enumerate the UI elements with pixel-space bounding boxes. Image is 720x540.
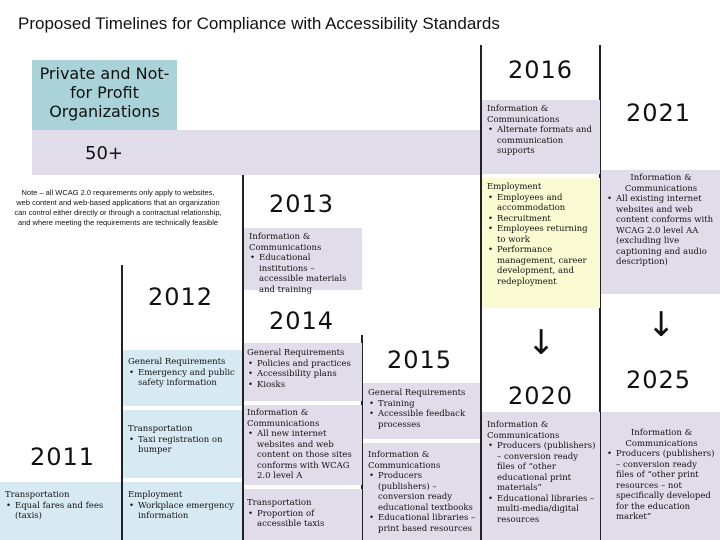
- box-2014-info: [244, 405, 362, 485]
- box-2015-info: [363, 443, 480, 540]
- organization-type-label: Private and Not-for Profit Organizations: [39, 64, 170, 121]
- box-2021-info: [601, 170, 720, 294]
- list-item: • Producers (publishers) – conversion ready files of “other print resources – not specifically developed for the education market”: [616, 449, 717, 523]
- box-heading: Information & Communications: [624, 173, 698, 194]
- organization-size-label: 50+: [85, 143, 123, 164]
- year-2013: 2013: [269, 190, 335, 218]
- box-2014-general: [244, 343, 362, 401]
- box-2016-info: [482, 100, 600, 174]
- year-2011: 2011: [30, 443, 96, 471]
- box-2012-transportation: [123, 410, 242, 478]
- list-item: • Equal fares and fees (taxis): [15, 501, 117, 522]
- list-item: • Educational libraries – print based resources: [378, 513, 476, 534]
- box-heading: Employment: [487, 182, 542, 192]
- organization-type-box: [32, 60, 177, 130]
- year-2012: 2012: [148, 283, 214, 311]
- box-heading: Information & Communications: [368, 450, 441, 471]
- list-item: • Alternate formats and communication supports: [497, 125, 596, 157]
- box-2025-info: [601, 412, 720, 540]
- year-2020: 2020: [508, 382, 574, 410]
- list-item: • Proportion of accessible taxis: [257, 509, 358, 530]
- list-item: • Employees returning to work: [497, 224, 596, 245]
- box-2020-info: [482, 412, 600, 540]
- box-heading: Transportation: [247, 498, 312, 508]
- list-item: • All new internet websites and web content on those sites conforms with WCAG 2.0 level A: [257, 429, 358, 482]
- box-heading: General Requirements: [128, 357, 226, 367]
- box-heading: Information & Communications: [625, 428, 698, 449]
- arrow-down-icon: ↓: [647, 305, 676, 345]
- year-2016: 2016: [508, 56, 574, 84]
- box-heading: Information & Communications: [247, 408, 320, 429]
- list-item: • Performance management, career development, and redeployment: [497, 245, 596, 287]
- box-heading: General Requirements: [247, 348, 345, 358]
- list-item: • Accessible feedback processes: [378, 409, 476, 430]
- list-item: • Training: [378, 399, 476, 410]
- list-item: • Producers (publishers) – conversion ready files of “other educational print materials”: [497, 441, 596, 494]
- list-item: • Educational libraries – multi-media/digital resources: [497, 494, 596, 526]
- box-heading: General Requirements: [368, 388, 466, 398]
- box-2015-general: [363, 383, 480, 439]
- list-item: • Employees and accommodation: [497, 193, 596, 214]
- list-item: • Recruitment: [497, 214, 596, 225]
- page-title: Proposed Timelines for Compliance with Accessibility Standards: [18, 14, 500, 33]
- list-item: • Educational institutions – accessible materials and training: [259, 253, 358, 295]
- list-item: • Kiosks: [257, 380, 358, 391]
- box-heading: Information & Communications: [487, 420, 560, 441]
- year-2021: 2021: [626, 99, 692, 127]
- box-heading: Transportation: [5, 490, 70, 500]
- list-item: • Accessibility plans: [257, 369, 358, 380]
- box-2011-transportation: [0, 482, 121, 540]
- year-2015: 2015: [387, 346, 453, 374]
- wcag-note: Note – all WCAG 2.0 requirements only apply to websites, web content and web-based applications that an organization can control either directly or through a contractual relationship, and where meeting the requirements are technically feasible: [14, 188, 222, 227]
- list-item: • Workplace emergency information: [138, 501, 238, 522]
- list-item: • Taxi registration on bumper: [138, 435, 238, 456]
- year-2025: 2025: [626, 366, 692, 394]
- box-heading: Employment: [128, 490, 183, 500]
- box-2013-info: [244, 228, 362, 295]
- list-item: • Producers (publishers) – conversion ready educational textbooks: [378, 471, 476, 513]
- box-heading: Information & Communications: [487, 104, 560, 125]
- box-heading: Transportation: [128, 424, 193, 434]
- arrow-down-icon: ↓: [527, 323, 556, 363]
- box-heading: Information & Communications: [249, 232, 322, 253]
- list-item: • Policies and practices: [257, 359, 358, 370]
- year-2014: 2014: [269, 307, 335, 335]
- list-item: • Emergency and public safety information: [138, 368, 238, 389]
- box-2014-transportation: [244, 489, 362, 540]
- box-2012-employment: [123, 482, 242, 540]
- list-item: • All existing internet websites and web content conforms with WCAG 2.0 level AA (excluding live captioning and audio description): [616, 194, 716, 268]
- box-2016-employment: [482, 178, 600, 308]
- box-2012-general: [123, 350, 242, 406]
